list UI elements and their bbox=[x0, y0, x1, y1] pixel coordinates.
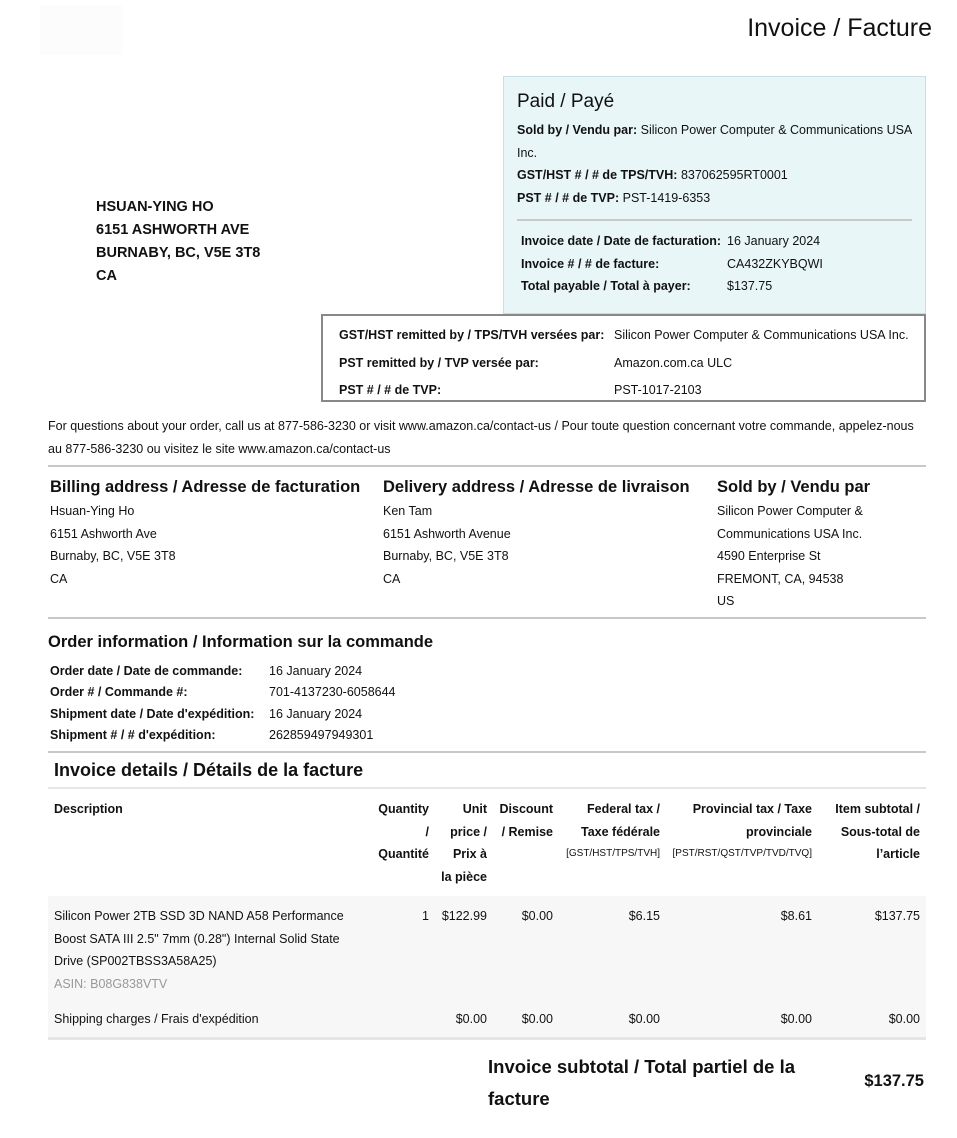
sold-by-line bbox=[517, 119, 912, 164]
invoice-number-row bbox=[517, 253, 912, 276]
col-provincial-tax-label: Provincial tax / Taxe provinciale bbox=[692, 802, 812, 839]
remit-value: Amazon.com.ca ULC bbox=[614, 355, 733, 370]
sold-by-value: Silicon Power Computer & Communications USA Inc. bbox=[517, 123, 912, 160]
item-quantity bbox=[372, 1008, 435, 1038]
ship-to-line: HSUAN-YING HO bbox=[96, 199, 214, 215]
address-line: 4590 Enterprise St bbox=[717, 549, 821, 563]
address-line: 6151 Ashworth Avenue bbox=[383, 526, 511, 541]
address-line: CA bbox=[383, 571, 401, 586]
billing-address-title: Billing address / Adresse de facturation bbox=[50, 478, 361, 496]
remit-label: GST/HST remitted by / TPS/TVH versées par: bbox=[339, 328, 605, 342]
invoice-items-table bbox=[48, 797, 926, 1040]
address-line: Ken Tam bbox=[383, 504, 433, 518]
item-description: Shipping charges / Frais d'expédition bbox=[48, 1008, 372, 1038]
divider bbox=[48, 751, 926, 753]
invoice-number-value: CA432ZKYBQWI bbox=[727, 256, 823, 271]
order-info-value: 16 January 2024 bbox=[269, 664, 363, 678]
invoice-date-label: Invoice date / Date de facturation: bbox=[521, 234, 722, 248]
address-line: Burnaby, BC, V5E 3T8 bbox=[383, 549, 509, 563]
page-title: Invoice / Facture bbox=[747, 14, 932, 42]
order-info-label: Order # / Commande #: bbox=[50, 685, 188, 700]
item-description: Silicon Power 2TB SSD 3D NAND A58 Performance Boost SATA III 2.5" 7mm (0.28") Internal Solid State Drive (SP002TBSS3A58A25) bbox=[54, 909, 344, 968]
divider bbox=[48, 465, 926, 467]
col-federal-tax-sub: [GST/HST/TPS/TVH] bbox=[566, 848, 660, 859]
col-federal-tax-label: Federal tax / Taxe fédérale bbox=[581, 802, 660, 839]
ship-to-line: CA bbox=[96, 268, 117, 284]
gst-label: GST/HST # / # de TPS/TVH: bbox=[517, 168, 678, 182]
ship-to-line: 6151 ASHWORTH AVE bbox=[96, 222, 250, 238]
order-info-row bbox=[50, 682, 396, 703]
col-discount: Discount / Remise bbox=[499, 802, 553, 839]
order-info-label: Shipment date / Date d'expédition: bbox=[50, 706, 255, 721]
total-payable-label: Total payable / Total à payer: bbox=[521, 279, 691, 293]
remit-label: PST # / # de TVP: bbox=[339, 383, 442, 397]
table-header-row bbox=[48, 797, 926, 896]
address-line: Silicon Power Computer & bbox=[717, 504, 863, 518]
col-quantity: Quantity / Quantité bbox=[378, 802, 429, 861]
invoice-subtotal-value: $137.75 bbox=[864, 1072, 924, 1090]
paid-status: Paid / Payé bbox=[517, 91, 615, 112]
item-description-cell bbox=[48, 896, 372, 1008]
order-info-label: Order date / Date de commande: bbox=[50, 664, 243, 678]
pst-value: PST-1419-6353 bbox=[622, 190, 711, 205]
col-federal-tax bbox=[559, 797, 666, 896]
divider bbox=[48, 787, 926, 789]
remit-value: PST-1017-2103 bbox=[614, 383, 702, 397]
total-payable-row bbox=[517, 275, 912, 298]
item-federal-tax: $6.15 bbox=[559, 896, 666, 1008]
seller-address-title: Sold by / Vendu par bbox=[717, 478, 871, 496]
invoice-date-row bbox=[517, 230, 912, 253]
item-discount: $0.00 bbox=[493, 1008, 559, 1038]
address-line: FREMONT, CA, 94538 bbox=[717, 571, 844, 586]
remit-row bbox=[339, 350, 924, 378]
billing-address bbox=[50, 476, 370, 590]
gst-value: 837062595RT0001 bbox=[680, 168, 788, 182]
address-line: 6151 Ashworth Ave bbox=[50, 526, 157, 541]
table-row bbox=[48, 896, 926, 1008]
order-info-row bbox=[50, 704, 396, 725]
seller-address bbox=[717, 476, 917, 613]
order-info-value: 16 January 2024 bbox=[269, 706, 363, 721]
address-line: Hsuan-Ying Ho bbox=[50, 504, 135, 518]
order-info-row bbox=[50, 725, 396, 746]
invoice-date-value: 16 January 2024 bbox=[727, 234, 821, 248]
item-provincial-tax: $8.61 bbox=[666, 896, 818, 1008]
paid-summary-box bbox=[503, 76, 926, 314]
item-unit-price: $0.00 bbox=[435, 1008, 493, 1038]
delivery-address bbox=[383, 476, 703, 590]
invoice-subtotal-label: Invoice subtotal / Total partiel de la facture bbox=[488, 1056, 796, 1109]
gst-line bbox=[517, 164, 912, 187]
ship-to-line: BURNABY, BC, V5E 3T8 bbox=[96, 245, 261, 261]
item-federal-tax: $0.00 bbox=[559, 1008, 666, 1038]
order-info-value: 262859497949301 bbox=[269, 727, 374, 742]
col-unit-price: Unit price / Prix à la pièce bbox=[441, 802, 487, 884]
remit-label: PST remitted by / TVP versée par: bbox=[339, 355, 539, 370]
invoice-details-title: Invoice details / Détails de la facture bbox=[54, 760, 364, 780]
ship-to-address bbox=[96, 196, 260, 288]
total-payable-value: $137.75 bbox=[727, 279, 773, 293]
divider bbox=[517, 219, 912, 221]
invoice-number-label: Invoice # / # de facture: bbox=[521, 256, 660, 271]
item-asin: ASIN: B08G838VTV bbox=[54, 976, 168, 991]
address-line: CA bbox=[50, 571, 68, 586]
divider bbox=[48, 617, 926, 619]
col-provincial-tax-sub: [PST/RST/QST/TVP/TVD/TVQ] bbox=[672, 848, 812, 859]
item-quantity: 1 bbox=[372, 896, 435, 1008]
remit-row bbox=[339, 322, 924, 350]
logo bbox=[40, 5, 122, 55]
item-subtotal: $137.75 bbox=[818, 896, 926, 1008]
remit-value: Silicon Power Computer & Communications USA Inc. bbox=[614, 328, 909, 342]
item-provincial-tax: $0.00 bbox=[666, 1008, 818, 1038]
order-info-value: 701-4137230-6058644 bbox=[269, 685, 396, 700]
col-provincial-tax bbox=[666, 797, 818, 896]
address-line: Communications USA Inc. bbox=[717, 526, 863, 541]
item-discount: $0.00 bbox=[493, 896, 559, 1008]
pst-label: PST # / # de TVP: bbox=[517, 190, 620, 205]
order-info-title: Order information / Information sur la commande bbox=[48, 633, 434, 651]
contact-info-text: For questions about your order, call us at 877-586-3230 or visit www.amazon.ca/contact-us / Pour toute question concernant votre commande, appelez-nous au 877-586-3230 ou visitez le site www.amazon.ca/contact-us bbox=[48, 419, 914, 456]
address-line: US bbox=[717, 594, 735, 608]
address-line: Burnaby, BC, V5E 3T8 bbox=[50, 549, 176, 563]
order-info-row bbox=[50, 661, 396, 682]
tax-remittance-box bbox=[321, 314, 926, 402]
delivery-address-title: Delivery address / Adresse de livraison bbox=[383, 478, 690, 496]
order-info-label: Shipment # / # d'expédition: bbox=[50, 727, 216, 742]
sold-by-label: Sold by / Vendu par: bbox=[517, 123, 638, 137]
pst-line bbox=[517, 187, 912, 210]
col-item-subtotal: Item subtotal / Sous-total de l’article bbox=[835, 802, 920, 861]
table-row bbox=[48, 1008, 926, 1038]
col-description: Description bbox=[54, 802, 123, 816]
order-info bbox=[50, 661, 396, 746]
item-subtotal: $0.00 bbox=[818, 1008, 926, 1038]
remit-row bbox=[339, 377, 924, 405]
item-unit-price: $122.99 bbox=[435, 896, 493, 1008]
